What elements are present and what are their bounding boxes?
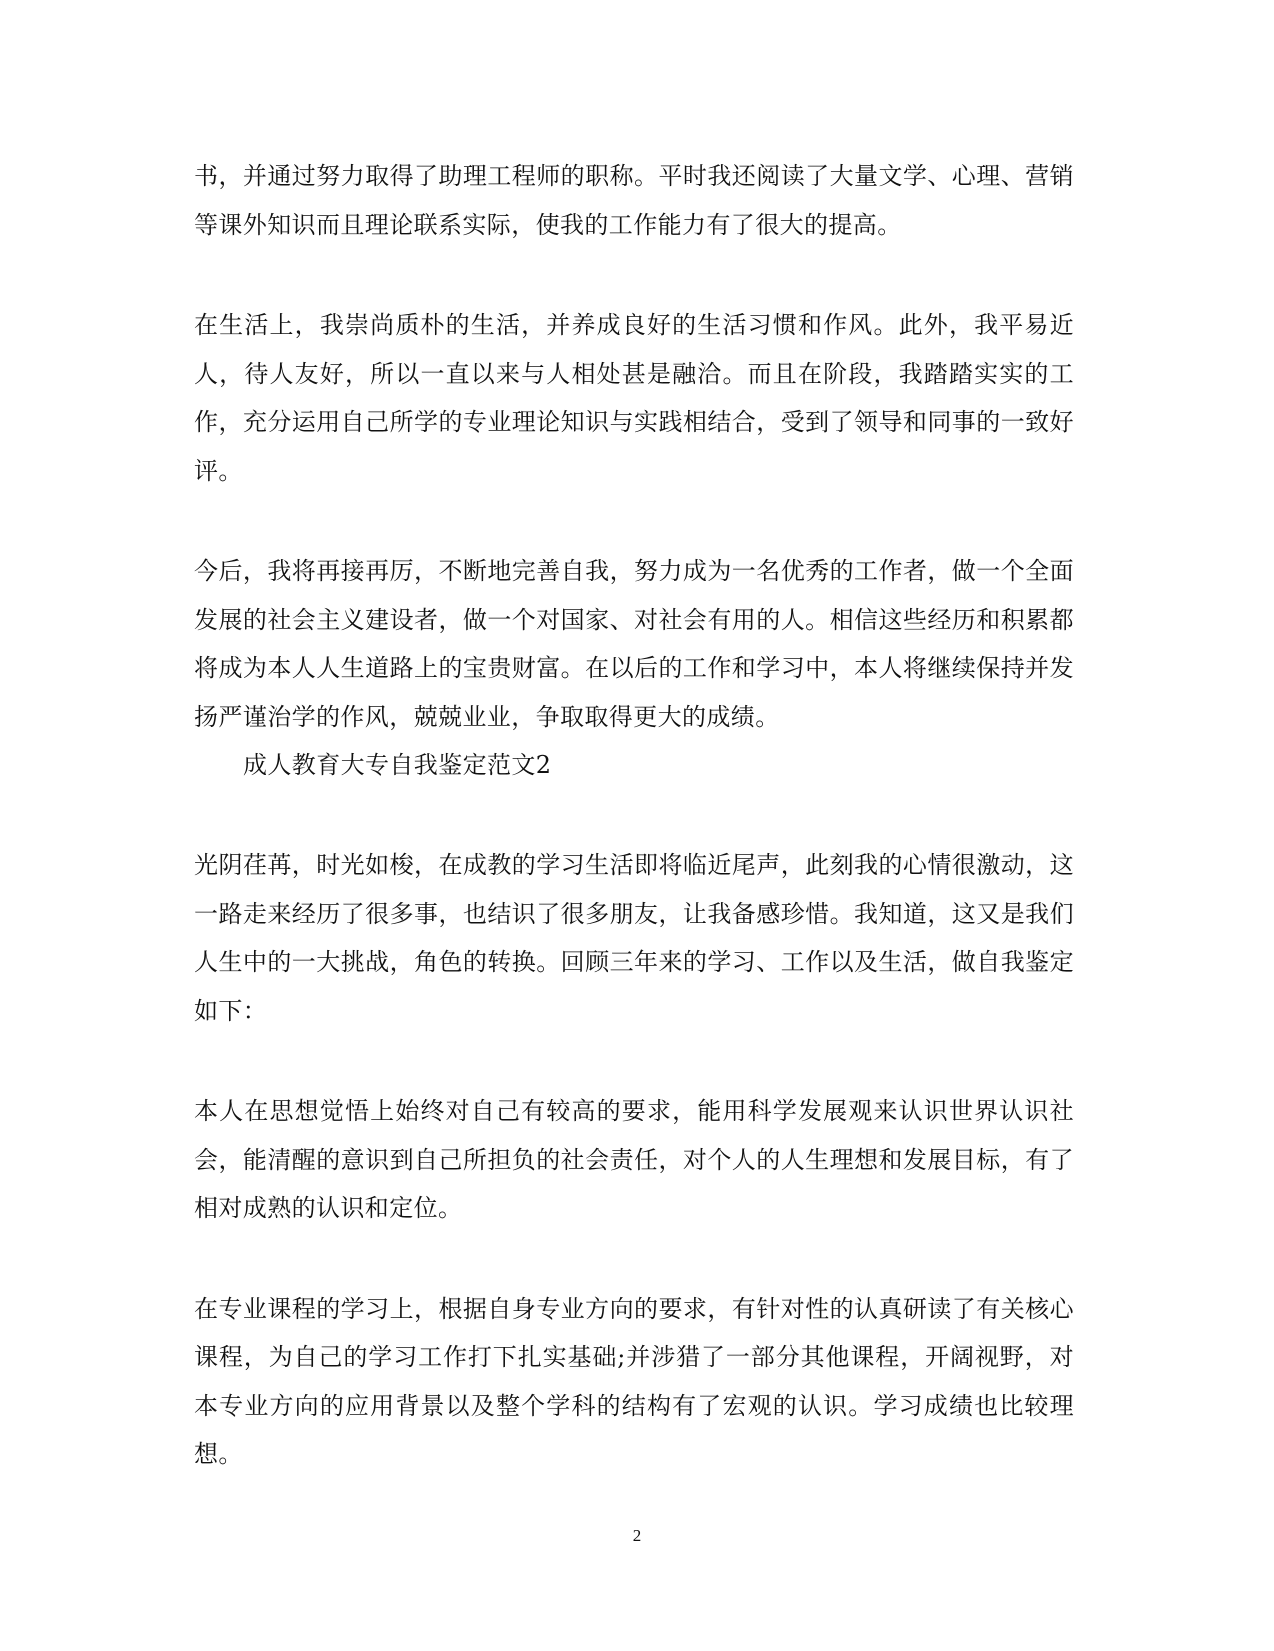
paragraph-4: 光阴荏苒，时光如梭，在成教的学习生活即将临近尾声，此刻我的心情很激动，这一路走来经历了很多事，也结识了很多朋友，让我备感珍惜。我知道，这又是我们人生中的一大挑战，角色的转换。回顾三年来的学习、工作以及生活，做自我鉴定如下： — [194, 851, 1074, 1025]
section-heading: 成人教育大专自我鉴定范文2 — [243, 751, 552, 779]
paragraph-6: 在专业课程的学习上，根据自身专业方向的要求，有针对性的认真研读了有关核心课程，为自己的学习工作打下扎实基础;并涉猎了一部分其他课程，开阔视野，对本专业方向的应用背景以及整个学科的结构有了宏观的认识。学习成绩也比较理想。 — [194, 1294, 1074, 1468]
paragraph-5: 本人在思想觉悟上始终对自己有较高的要求，能用科学发展观来认识世界认识社会，能清醒的意识到自己所担负的社会责任，对个人的人生理想和发展目标，有了相对成熟的认识和定位。 — [194, 1097, 1074, 1222]
page-content — [194, 152, 1074, 1479]
paragraph-2: 在生活上，我崇尚质朴的生活，并养成良好的生活习惯和作风。此外，我平易近人，待人友好，所以一直以来与人相处甚是融洽。而且在阶段，我踏踏实实的工作，充分运用自己所学的专业理论知识与实践相结合，受到了领导和同事的一致好评。 — [194, 311, 1074, 485]
paragraph-1: 书，并通过努力取得了助理工程师的职称。平时我还阅读了大量文学、心理、营销等课外知识而且理论联系实际，使我的工作能力有了很大的提高。 — [194, 162, 1074, 239]
page-number: 2 — [632, 1526, 642, 1545]
paragraph-3: 今后，我将再接再厉，不断地完善自我，努力成为一名优秀的工作者，做一个全面发展的社会主义建设者，做一个对国家、对社会有用的人。相信这些经历和积累都将成为本人人生道路上的宝贵财富。在以后的工作和学习中，本人将继续保持并发扬严谨治学的作风，兢兢业业，争取取得更大的成绩。 — [194, 557, 1074, 731]
